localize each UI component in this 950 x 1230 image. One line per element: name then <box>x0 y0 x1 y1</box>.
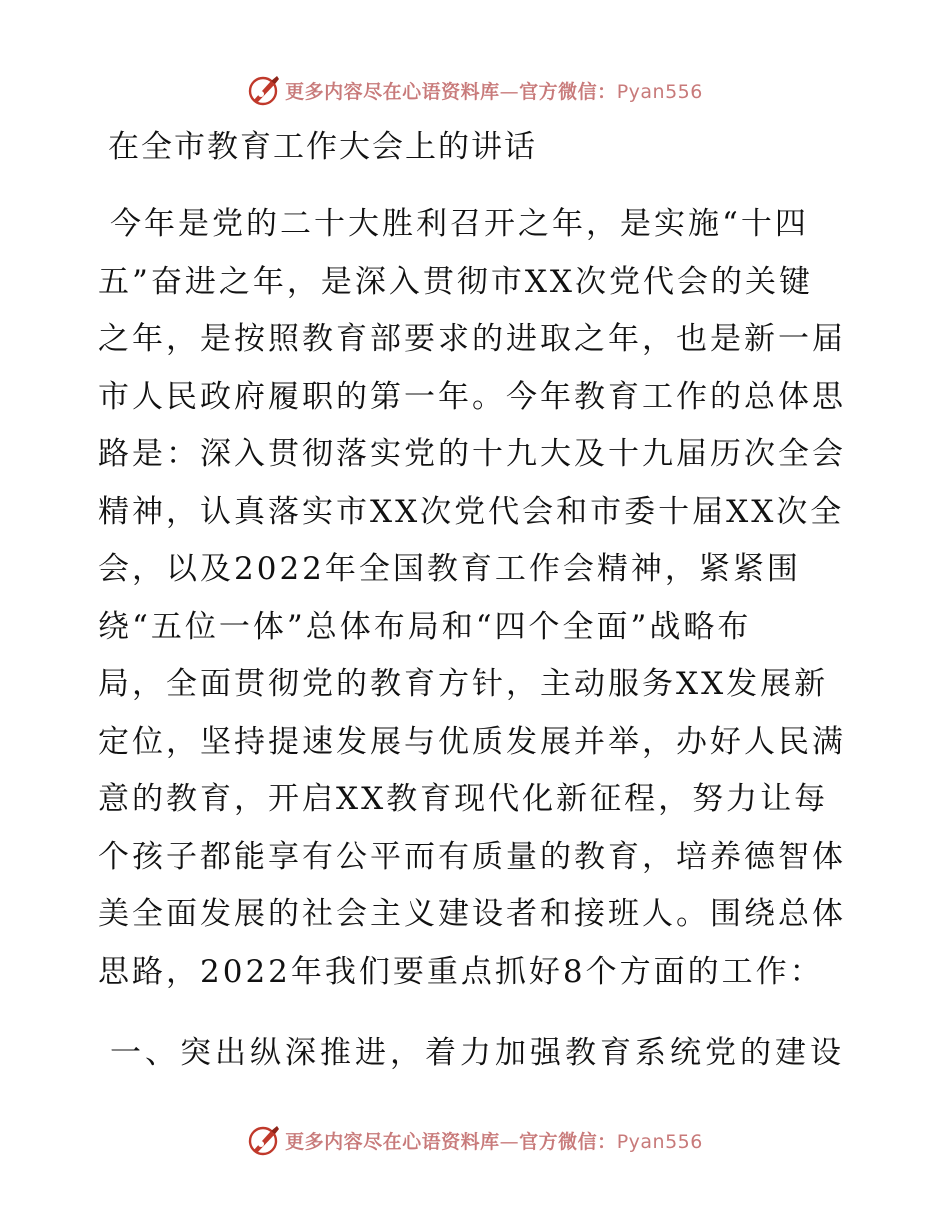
paragraph-line: 五”奋进之年，是深入贯彻市XX次党代会的关键 <box>98 263 813 300</box>
paragraph-line: 意的教育，开启XX教育现代化新征程，努力让每 <box>98 781 829 817</box>
paragraph-line: 定位，坚持提速发展与优质发展并举，办好人民满 <box>98 723 846 760</box>
paragraph-line: 思路，2022年我们要重点抓好8个方面的工作： <box>98 953 824 990</box>
body-paragraph <box>98 196 858 1001</box>
paragraph-line: 精神，认真落实市XX次党代会和市委十届XX次全 <box>98 493 845 530</box>
paragraph-line: 美全面发展的社会主义建设者和接班人。围绕总体 <box>98 896 846 932</box>
pen-logo-icon <box>247 1123 281 1157</box>
paragraph-line: 路是：深入贯彻落实党的十九大及十九届历次全会 <box>98 436 846 472</box>
paragraph-line: 之年，是按照教育部要求的进取之年，也是新一届 <box>98 321 846 357</box>
watermark-banner-top <box>0 70 950 110</box>
paragraph-line: 今年是党的二十大胜利召开之年，是实施“十四 <box>110 206 809 242</box>
watermark-text: 更多内容尽在心语资料库—官方微信：Pyan556 <box>285 1130 703 1153</box>
paragraph-line: 个孩子都能享有公平而有质量的教育，培养德智体 <box>98 838 846 875</box>
paragraph-line: 绕“五位一体”总体布局和“四个全面”战略布 <box>98 608 752 645</box>
watermark-banner-bottom <box>0 1120 950 1160</box>
paragraph-line: 会，以及2022年全国教育工作会精神，紧紧围 <box>98 551 801 587</box>
pen-logo-icon <box>247 73 281 107</box>
watermark-text: 更多内容尽在心语资料库—官方微信：Pyan556 <box>285 80 703 103</box>
paragraph-line: 局，全面贯彻党的教育方针，主动服务XX发展新 <box>98 666 829 702</box>
paragraph-line: 市人民政府履职的第一年。今年教育工作的总体思 <box>98 378 846 415</box>
section-heading: 一、突出纵深推进，着力加强教育系统党的建设 <box>110 1035 845 1071</box>
document-title: 在全市教育工作大会上的讲话 <box>108 129 537 165</box>
